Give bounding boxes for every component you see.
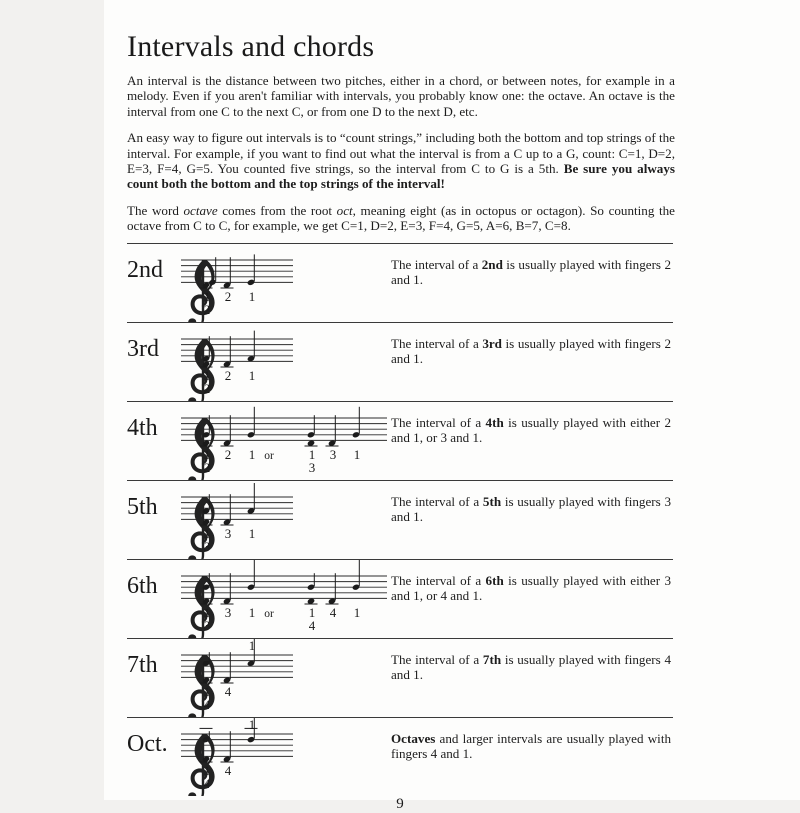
melody-fingering: 1 — [248, 604, 256, 620]
melody-fingering: 1 — [248, 288, 256, 304]
interval-notation — [179, 639, 391, 717]
melody-fingering: 2 — [224, 367, 232, 383]
intervals-table — [127, 243, 675, 796]
melody-fingering: 3 — [224, 604, 232, 620]
chord-fingering-top: 1 — [308, 446, 316, 462]
note-group-1 — [200, 639, 256, 712]
chord-fingering-bottom: 2 — [203, 459, 211, 475]
table-row — [127, 718, 673, 796]
treble-clef-icon — [188, 260, 214, 322]
melody-fingering: 4 — [224, 762, 232, 778]
table-row — [127, 323, 673, 401]
or-separator: or — [264, 607, 274, 620]
chord-fingering-top: 1 — [203, 762, 211, 778]
emphasis-bold: Octaves — [391, 730, 436, 746]
interval-description: Octaves and larger intervals are usually played with fingers 4 and 1. — [391, 730, 671, 762]
interval-description: The interval of a 7th is usually played with fingers 4 and 1. — [391, 651, 671, 683]
melody-fingering: 3 — [329, 446, 337, 462]
chord-fingering-top: 1 — [308, 604, 316, 620]
interval-notation — [179, 560, 391, 638]
interval-label: Oct. — [127, 730, 168, 757]
treble-clef-icon — [188, 497, 214, 559]
emphasis-bold: 7th — [482, 651, 502, 667]
melody-fingering: 4 — [329, 604, 337, 620]
melody-fingering: 4 — [224, 683, 232, 699]
treble-clef-icon — [188, 655, 214, 717]
interval-label: 7th — [127, 651, 158, 678]
paragraph-p1: An interval is the distance between two pitches, either in a chord, or between notes, for example in a melody. Even if you aren't familiar with intervals, you probably know one: the octave. An octave is the interval from one C to the next C, or from one D to the next D, etc. — [127, 73, 675, 119]
melody-fingering: 1 — [248, 446, 256, 462]
paragraph-p2: An easy way to figure out intervals is to “count strings,” including both the bottom and top strings of the interval. For example, if you want to find out what the interval is from a C up to a G, count: C=1, D=2, E=3, F=4, G=5. You counted five strings, so the interval from C to G is a 5th. Be sure you always count both the bottom and the top strings of the interval! — [127, 130, 675, 192]
music-staff — [179, 718, 297, 796]
interval-label: 2nd — [127, 256, 163, 283]
chord-fingering-bottom: 3 — [308, 459, 316, 475]
music-staff — [179, 323, 297, 401]
music-staff — [179, 481, 297, 559]
emphasis-bold: Be sure you always count both the bottom and the top strings of the interval! — [127, 161, 675, 192]
music-staff — [179, 244, 297, 322]
chord-fingering-top: 1 — [203, 683, 211, 699]
interval-label: 5th — [127, 493, 158, 520]
emphasis-italic: octave — [183, 202, 218, 218]
emphasis-bold: 5th — [482, 493, 502, 509]
note-group-1 — [200, 718, 258, 791]
table-row — [127, 639, 673, 717]
chord-fingering-bottom: 3 — [203, 538, 211, 554]
chord-fingering-bottom: 3 — [203, 617, 211, 633]
emphasis-bold: 3rd — [482, 335, 502, 351]
music-staff — [179, 639, 297, 717]
chord-fingering-top: 1 — [203, 604, 211, 620]
page-number: 9 — [396, 795, 404, 812]
note-group-2 — [305, 560, 361, 633]
table-row — [127, 560, 673, 638]
note-group-1 — [200, 483, 256, 554]
chord-fingering-bottom: 4 — [203, 775, 211, 791]
chord-fingering-bottom: 2 — [203, 380, 211, 396]
melody-fingering: 1 — [248, 638, 256, 653]
interval-label: 4th — [127, 414, 158, 441]
table-row — [127, 402, 673, 480]
interval-notation — [179, 718, 391, 796]
melody-fingering: 3 — [224, 525, 232, 541]
interval-description: The interval of a 2nd is usually played with fingers 2 and 1. — [391, 256, 671, 288]
interval-notation — [179, 481, 391, 559]
melody-fingering: 1 — [248, 717, 256, 732]
emphasis-italic: oct — [336, 202, 353, 218]
interval-label: 3rd — [127, 335, 159, 362]
chord-fingering-bottom: 4 — [203, 696, 211, 712]
paragraph-p3: The word octave comes from the root oct, meaning eight (as in octopus or octagon). So counting the octave from C to C, for example, we get C=1, D=2, E=3, F=4, G=5, A=6, B=7, C=8. — [127, 202, 675, 234]
emphasis-bold: 4th — [485, 414, 504, 430]
table-row — [127, 481, 673, 559]
music-staff — [179, 560, 391, 638]
chord-fingering-top: 1 — [203, 446, 211, 462]
page-content — [127, 30, 675, 812]
interval-description: The interval of a 3rd is usually played with fingers 2 and 1. — [391, 335, 671, 367]
intro-prose — [127, 73, 675, 234]
chord-fingering-bottom: 2 — [203, 301, 211, 317]
interval-description: The interval of a 5th is usually played with fingers 3 and 1. — [391, 493, 671, 525]
chord-fingering-top: 1 — [203, 525, 211, 541]
chord-fingering-top: 1 — [203, 288, 211, 304]
music-staff — [179, 402, 391, 480]
interval-notation — [179, 323, 391, 401]
interval-notation — [179, 244, 391, 322]
interval-label: 6th — [127, 572, 158, 599]
interval-notation — [179, 402, 391, 480]
note-group-1 — [200, 560, 256, 633]
emphasis-bold: 2nd — [481, 256, 503, 272]
treble-clef-icon — [188, 339, 214, 401]
page-sheet — [104, 0, 800, 812]
treble-clef-icon — [188, 576, 214, 638]
melody-fingering: 1 — [248, 367, 256, 383]
treble-clef-icon — [188, 418, 214, 480]
or-separator: or — [264, 449, 274, 462]
page-title: Intervals and chords — [127, 30, 375, 63]
table-row — [127, 244, 673, 322]
emphasis-bold: 6th — [485, 572, 504, 588]
interval-description: The interval of a 4th is usually played with either 2 and 1, or 3 and 1. — [391, 414, 671, 446]
melody-fingering: 1 — [248, 525, 256, 541]
interval-description: The interval of a 6th is usually played with either 3 and 1, or 4 and 1. — [391, 572, 671, 604]
melody-fingering: 2 — [224, 446, 232, 462]
chord-fingering-top: 1 — [203, 367, 211, 383]
melody-fingering: 2 — [224, 288, 232, 304]
treble-clef-icon — [188, 734, 214, 796]
melody-fingering: 1 — [353, 446, 361, 462]
chord-fingering-bottom: 4 — [308, 617, 316, 633]
melody-fingering: 1 — [353, 604, 361, 620]
